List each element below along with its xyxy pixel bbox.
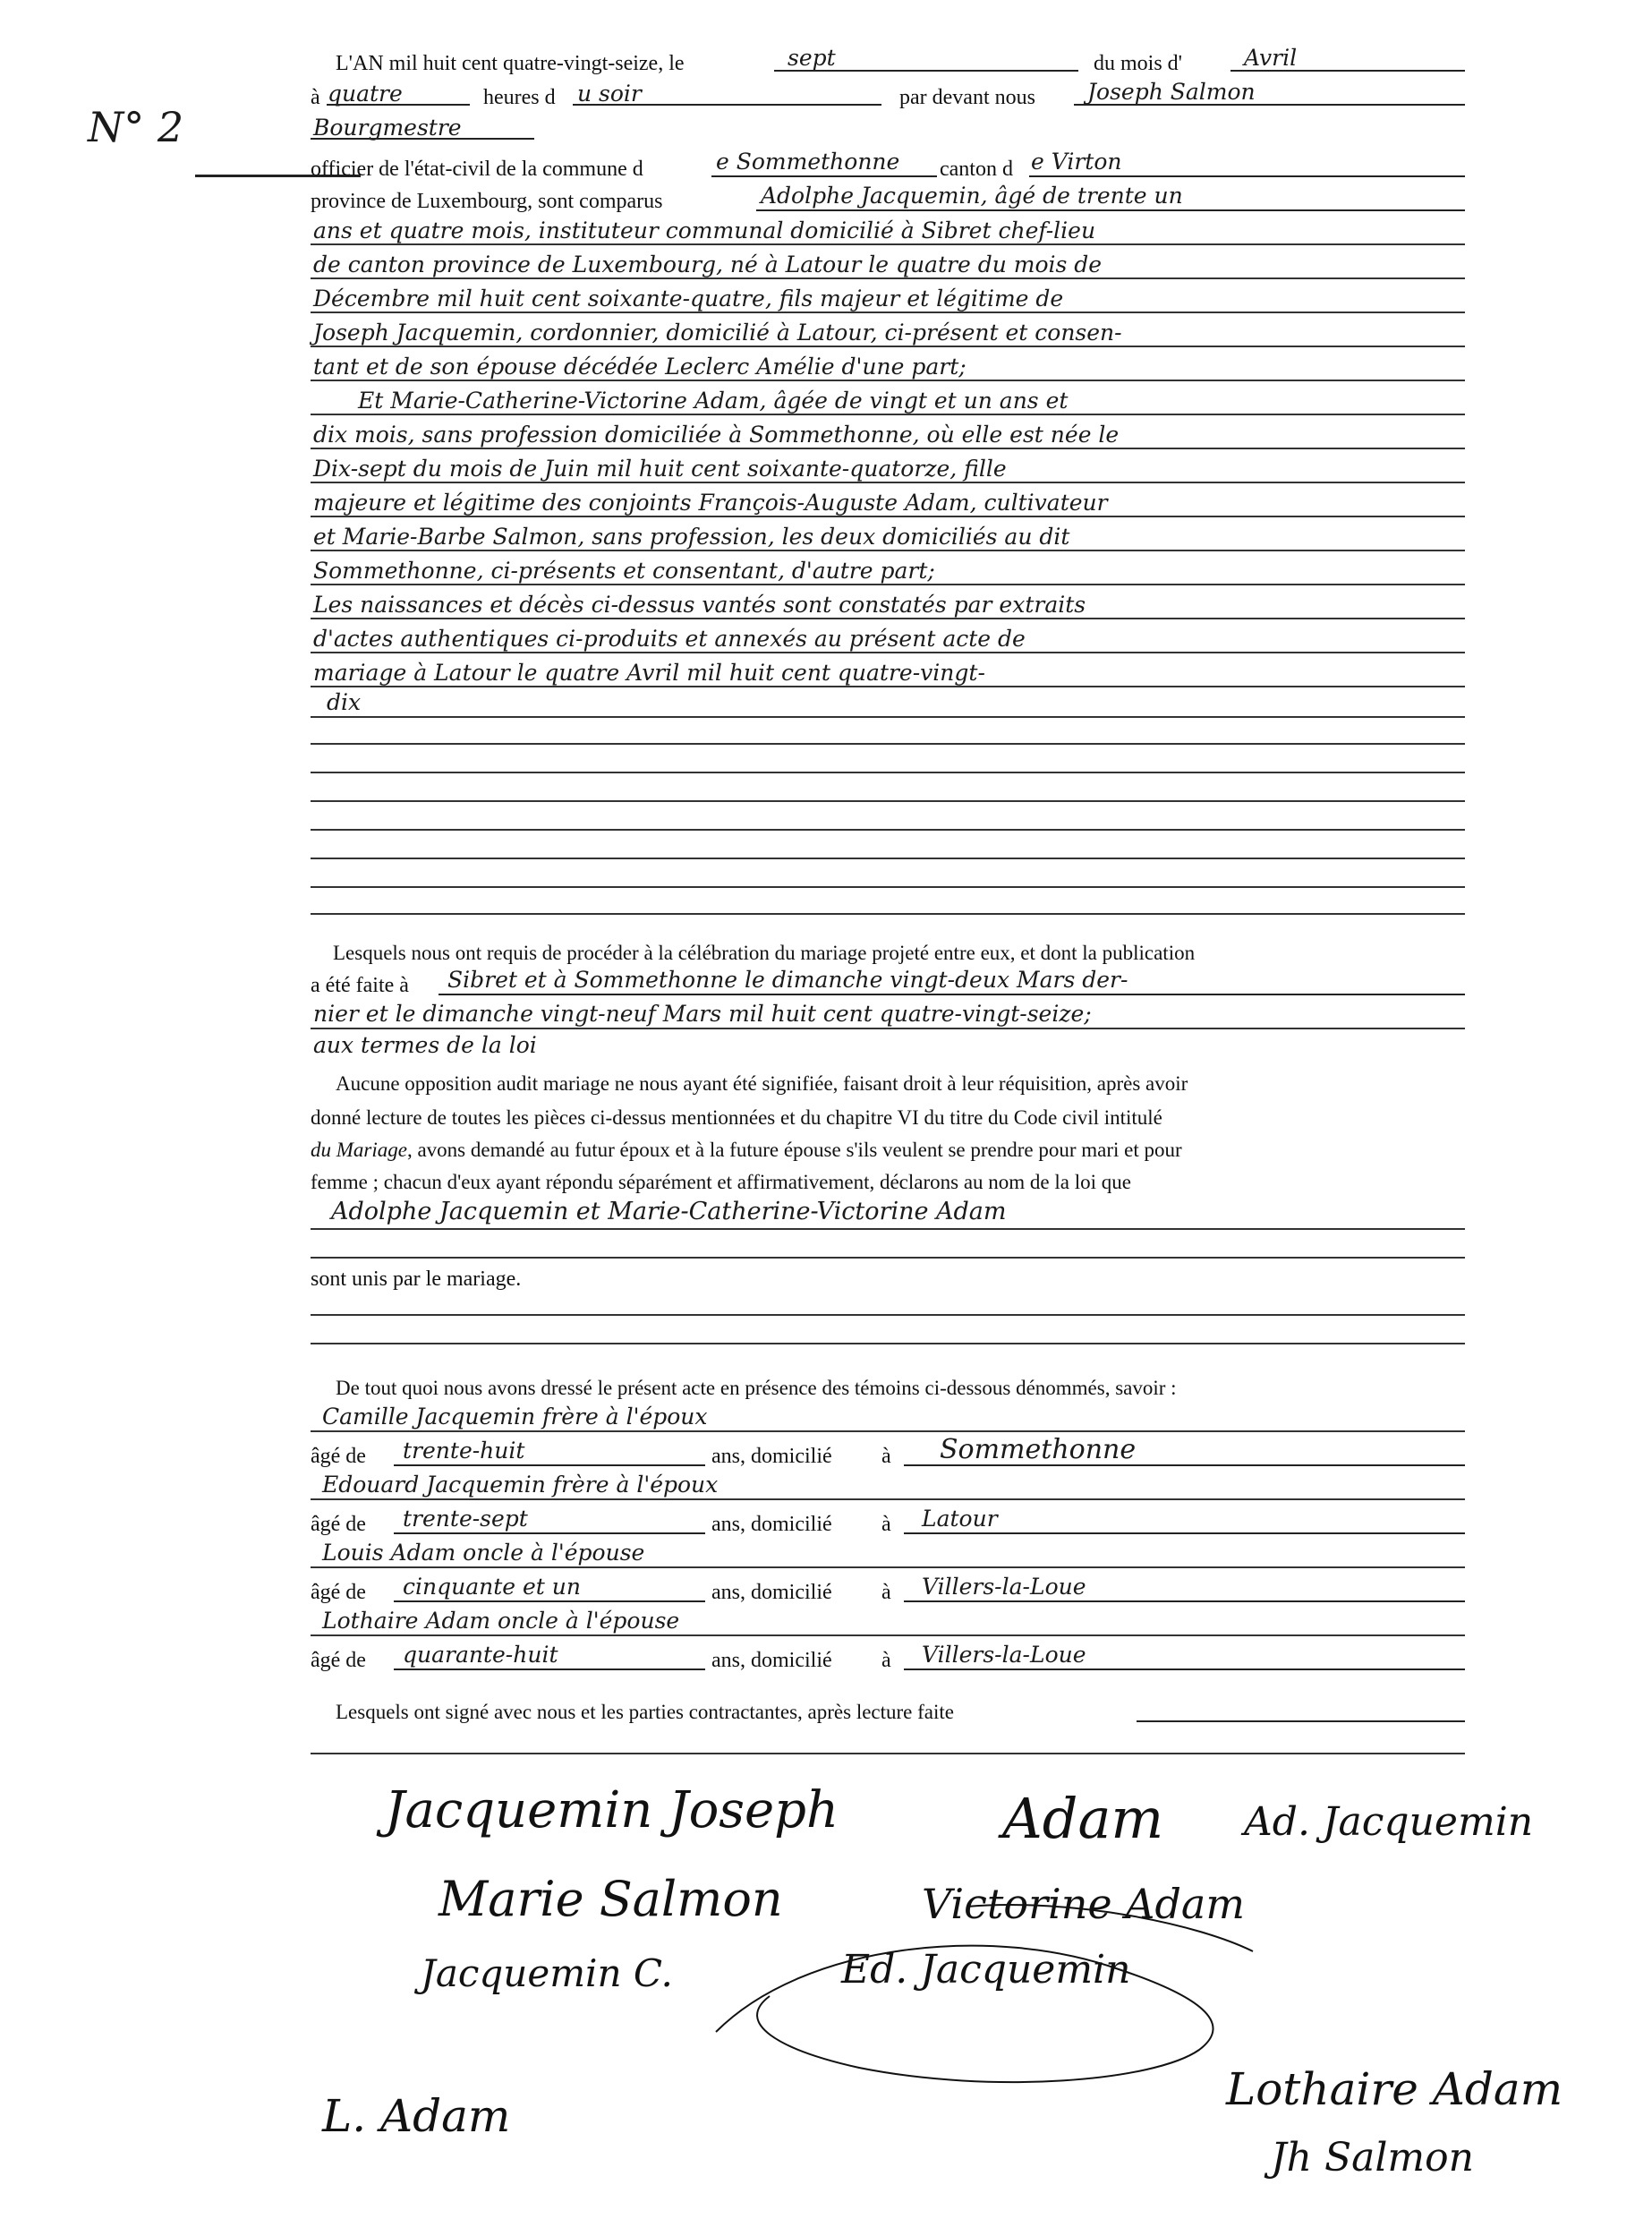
rule xyxy=(311,1498,1465,1500)
publication-place: Sibret et à Sommethonne le dimanche vingt-deux Mars der- xyxy=(447,967,1128,993)
comparus-line: Joseph Jacquemin, cordonnier, domicilié à Latour, ci-présent et consen- xyxy=(313,320,1122,346)
witnesses-intro: De tout quoi nous avons dressé le présent acte en présence des témoins ci-dessous dénommés, savoir : xyxy=(336,1377,1177,1399)
publication-line3: aux termes de la loi xyxy=(313,1032,537,1058)
code-title: du Mariage xyxy=(311,1139,407,1161)
rule xyxy=(711,175,937,177)
rule xyxy=(756,209,1465,211)
rule xyxy=(311,380,1465,381)
witness-age-label: âgé de xyxy=(311,1445,366,1468)
rule xyxy=(394,1464,705,1466)
blank-rule xyxy=(311,913,1465,915)
intro-par-devant: par devant nous xyxy=(899,86,1035,109)
witness-age-label: âgé de xyxy=(311,1649,366,1672)
comparus-line: Dix-sept du mois de Juin mil huit cent soixante-quatorze, fille xyxy=(313,456,1007,482)
declaration-line3-rest: , avons demandé au futur époux et à la future épouse s'ils veulent se prendre pour mari et pour xyxy=(406,1139,1182,1161)
signature: L. Adam xyxy=(322,2090,511,2142)
intro-province-label: province de Luxembourg, sont comparus xyxy=(311,190,663,213)
intro-day: sept xyxy=(788,45,836,71)
rule xyxy=(311,686,1465,687)
rule xyxy=(311,1566,1465,1568)
signature: Adam xyxy=(1002,1786,1164,1851)
comparus-line: Adolphe Jacquemin, âgé de trente un xyxy=(761,183,1183,209)
rule xyxy=(311,346,1465,347)
rule xyxy=(311,138,534,140)
comparus-line: Sommethonne, ci-présents et consentant, d'autre part; xyxy=(313,558,935,584)
rule xyxy=(394,1600,705,1602)
intro-hour: quatre xyxy=(328,81,403,107)
signature: Jh Salmon xyxy=(1271,2135,1474,2181)
rule xyxy=(311,584,1465,585)
declaration-line1: Aucune opposition audit mariage ne nous ayant été signifiée, faisant droit à leur réquisition, après avoir xyxy=(336,1072,1188,1095)
witness-a-label: à xyxy=(881,1445,891,1468)
witness-domicile: Sommethonne xyxy=(940,1434,1137,1465)
rule xyxy=(311,618,1465,619)
witness-age: trente-huit xyxy=(403,1438,525,1464)
declaration-unis: sont unis par le mariage. xyxy=(311,1267,522,1291)
rule xyxy=(1137,1720,1465,1722)
intro-a-prefix: à xyxy=(311,86,320,109)
rule xyxy=(327,104,470,106)
witness-name: Edouard Jacquemin frère à l'époux xyxy=(322,1472,719,1498)
rule xyxy=(311,243,1465,245)
rule xyxy=(311,652,1465,653)
rule xyxy=(774,70,1078,72)
intro-canton-label: canton d xyxy=(940,158,1013,181)
rule xyxy=(311,414,1465,415)
witness-age-label: âgé de xyxy=(311,1581,366,1604)
rule xyxy=(311,516,1465,517)
comparus-line: d'actes authentiques ci-produits et annexés au présent acte de xyxy=(313,626,1026,652)
publication-a-ete-faite: a été faite à xyxy=(311,974,409,997)
comparus-line: Les naissances et décès ci-dessus vantés sont constatés par extraits xyxy=(313,592,1086,618)
intro-commune: e Sommethonne xyxy=(716,149,900,175)
blank-rule xyxy=(311,858,1465,859)
signature: Marie Salmon xyxy=(439,1871,783,1927)
intro-du-mois: du mois d' xyxy=(1094,52,1182,75)
rule xyxy=(904,1532,1465,1534)
witness-ans-label: ans, domicilié xyxy=(711,1445,832,1468)
rule xyxy=(311,1634,1465,1636)
witness-a-label: à xyxy=(881,1513,891,1536)
publication-text: Lesquels nous ont requis de procéder à la célébration du mariage projeté entre eux, et dont la publication xyxy=(333,942,1196,964)
comparus-line: de canton province de Luxembourg, né à Latour le quatre du mois de xyxy=(313,252,1103,277)
witness-domicile: Villers-la-Loue xyxy=(922,1642,1086,1668)
witness-age-label: âgé de xyxy=(311,1513,366,1536)
rule xyxy=(311,1028,1465,1029)
blank-rule xyxy=(311,829,1465,831)
publication-line2: nier et le dimanche vingt-neuf Mars mil huit cent quatre-vingt-seize; xyxy=(313,1001,1092,1027)
witness-ans-label: ans, domicilié xyxy=(711,1581,832,1604)
declaration-line2: donné lecture de toutes les pièces ci-dessus mentionnées et du chapitre VI du titre du Code civil intitulé xyxy=(311,1106,1162,1129)
rule xyxy=(311,1430,1465,1432)
comparus-line: dix xyxy=(327,689,362,715)
comparus-line: tant et de son épouse décédée Leclerc Amélie d'une part; xyxy=(313,354,967,380)
intro-time-of-day: u soir xyxy=(577,81,642,107)
rule xyxy=(1230,70,1465,72)
witness-domicile: Villers-la-Loue xyxy=(922,1574,1086,1600)
signature-flourish xyxy=(698,1889,1271,2104)
rule xyxy=(311,277,1465,279)
witness-a-label: à xyxy=(881,1581,891,1604)
blank-rule xyxy=(311,743,1465,745)
signature: Lothaire Adam xyxy=(1226,2063,1563,2115)
blank-rule xyxy=(311,800,1465,802)
witness-a-label: à xyxy=(881,1649,891,1672)
rule xyxy=(439,994,1465,995)
comparus-line: Et Marie-Catherine-Victorine Adam, âgée de vingt et un ans et xyxy=(358,388,1069,414)
signature: Victorine Adam xyxy=(922,1880,1245,1928)
rule xyxy=(1029,175,1465,177)
blank-rule xyxy=(311,1753,1465,1754)
margin-act-number: N° 2 xyxy=(88,103,184,151)
intro-officier-label: officier de l'état-civil de la commune d xyxy=(311,158,643,181)
rule xyxy=(573,104,881,106)
rule xyxy=(311,448,1465,449)
intro-heures-du: heures d xyxy=(483,86,556,109)
signature: Jacquemin C. xyxy=(421,1951,673,1995)
signature: Ad. Jacquemin xyxy=(1244,1799,1534,1845)
rule xyxy=(904,1668,1465,1670)
blank-rule xyxy=(311,886,1465,888)
rule xyxy=(1074,104,1465,106)
rule xyxy=(904,1600,1465,1602)
blank-rule xyxy=(311,1314,1465,1316)
rule xyxy=(394,1532,705,1534)
witness-name: Louis Adam oncle à l'épouse xyxy=(322,1540,645,1566)
blank-rule xyxy=(311,716,1465,718)
witness-ans-label: ans, domicilié xyxy=(711,1649,832,1672)
witness-age: cinquante et un xyxy=(403,1574,581,1600)
rule xyxy=(311,1228,1465,1230)
rule xyxy=(311,550,1465,551)
comparus-line: dix mois, sans profession domiciliée à Sommethonne, où elle est née le xyxy=(313,422,1120,448)
comparus-line: mariage à Latour le quatre Avril mil huit cent quatre-vingt- xyxy=(313,660,985,686)
blank-rule xyxy=(311,1257,1465,1259)
comparus-line: ans et quatre mois, instituteur communal domicilié à Sibret chef-lieu xyxy=(313,218,1096,243)
declaration-line3 xyxy=(311,1139,1182,1162)
witness-name: Camille Jacquemin frère à l'époux xyxy=(322,1404,708,1430)
intro-an-prefix: L'AN mil huit cent quatre-vingt-seize, le xyxy=(336,52,685,75)
comparus-line: et Marie-Barbe Salmon, sans profession, les deux domiciliés au dit xyxy=(313,524,1070,550)
witness-age: quarante-huit xyxy=(403,1642,558,1668)
comparus-line: Décembre mil huit cent soixante-quatre, fils majeur et légitime de xyxy=(313,286,1064,312)
closing-text: Lesquels ont signé avec nous et les parties contractantes, après lecture faite xyxy=(336,1701,954,1723)
signature: Ed. Jacquemin xyxy=(841,1947,1131,1993)
intro-officer-name: Joseph Salmon xyxy=(1087,79,1256,105)
rule xyxy=(311,312,1465,313)
signature: Jacquemin Joseph xyxy=(385,1781,839,1839)
witness-name: Lothaire Adam oncle à l'épouse xyxy=(322,1608,680,1634)
intro-month: Avril xyxy=(1244,45,1298,71)
witness-age: trente-sept xyxy=(403,1506,528,1532)
witness-ans-label: ans, domicilié xyxy=(711,1513,832,1536)
intro-canton: e Virton xyxy=(1031,149,1122,175)
rule xyxy=(394,1668,705,1670)
intro-officer-title: Bourgmestre xyxy=(313,115,462,141)
blank-rule xyxy=(311,772,1465,773)
comparus-line: majeure et légitime des conjoints François-Auguste Adam, cultivateur xyxy=(313,490,1108,516)
declaration-spouses: Adolphe Jacquemin et Marie-Catherine-Victorine Adam xyxy=(331,1198,1007,1225)
rule xyxy=(311,482,1465,483)
declaration-line4: femme ; chacun d'eux ayant répondu séparément et affirmativement, déclarons au nom de la loi que xyxy=(311,1171,1131,1193)
rule xyxy=(904,1464,1465,1466)
witness-domicile: Latour xyxy=(922,1506,998,1532)
blank-rule xyxy=(311,1343,1465,1344)
